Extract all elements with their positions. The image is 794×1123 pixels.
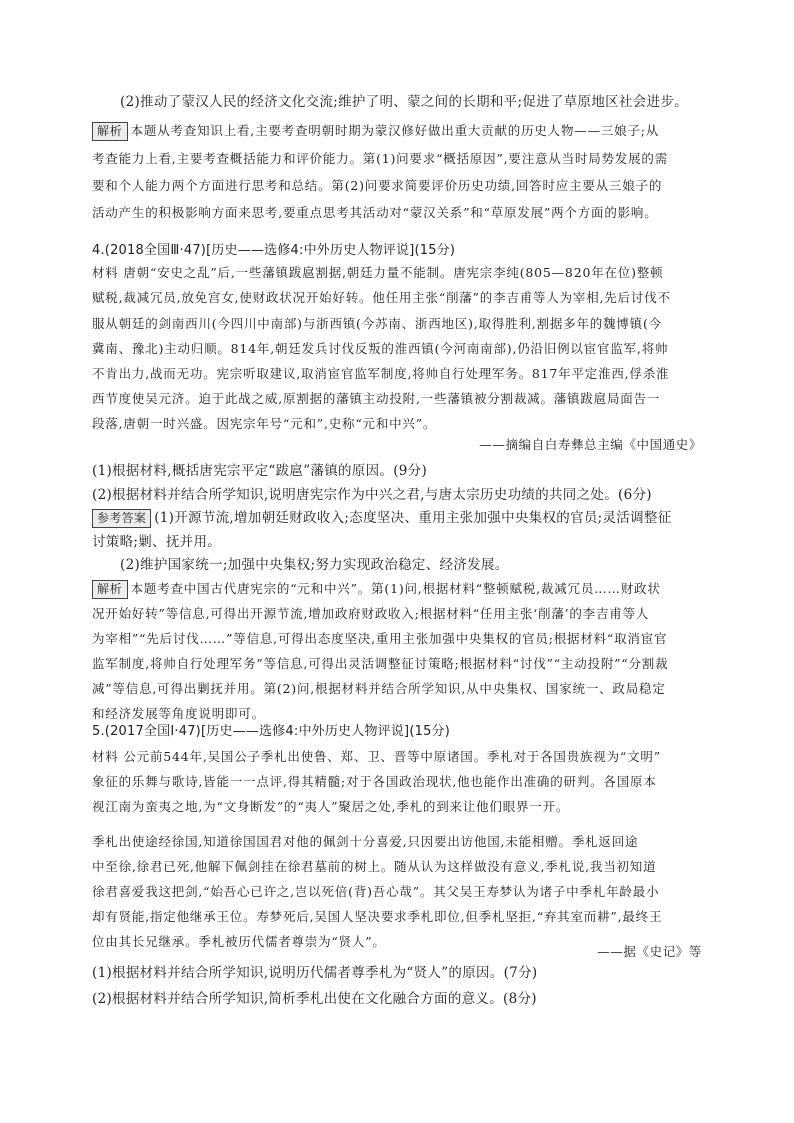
material-line: 中至徐,徐君已死,他解下佩剑挂在徐君墓前的树上。随从认为这样做没有意义,季札说,我当初知道 <box>92 859 657 874</box>
source-citation: ——摘编自白寿彝总主编《中国通史》 <box>479 437 702 452</box>
material-line: 服从朝廷的剑南西川(今四川中南部)与浙西镇(今苏南、浙西地区),取得胜利,割据多年的魏博镇(今 <box>92 316 662 331</box>
material-line: 西节度使吴元济。迫于此战之威,原割据的藩镇主动投附,一些藩镇被分割裁减。藩镇跋扈局面告一 <box>92 391 661 406</box>
analysis-line: 减”等信息,可得出剿抚并用。第(2)问,根据材料并结合所学知识,从中央集权、国家统一、政局稳定 <box>92 681 666 696</box>
question-item: (1)根据材料并结合所学知识,说明历代儒者尊季札为“贤人”的原因。(7分) <box>92 965 538 981</box>
material-line: 季札出使途经徐国,知道徐国国君对他的佩剑十分喜爱,只因要出访他国,未能相赠。季札返回途 <box>92 834 639 849</box>
analysis-line: 况开始好转”等信息,可得出开源节流,增加政府财政收入;根据材料“任用主张‘削藩’的李吉甫等人 <box>92 606 650 621</box>
reference-answer-label: 参考答案 <box>92 509 151 528</box>
analysis-line: 和经济发展等角度说明即可。 <box>92 706 265 721</box>
answer-paragraph: (2)推动了蒙汉人民的经济文化交流;维护了明、蒙之间的长期和平;促进了草原地区社会进步。 <box>120 94 688 110</box>
source-citation: ——据《史记》等 <box>597 944 702 959</box>
analysis-line: 要和个人能力两个方面进行思考和总结。第(2)问要求简要评价历史功绩,回答时应主要从三娘子的 <box>92 178 663 193</box>
question-heading: 5.(2017全国Ⅰ·47)[历史——选修4:中外历史人物评说](15分) <box>92 724 451 739</box>
material-line: 徐君喜爱我这把剑,“始吾心已许之,岂以死倍(背)吾心哉”。其父吴王寿梦认为诸子中季札年龄最小 <box>92 884 660 899</box>
analysis-line: 解析 本题考查中国古代唐宪宗的“元和中兴”。第(1)问,根据材料“整顿赋税,裁减冗员……财政状 <box>92 579 661 599</box>
material-line: 材料 公元前544年,吴国公子季札出使鲁、郑、卫、晋等中原诸国。季札对于各国贵族视为“文明” <box>92 749 661 764</box>
material-line: 位由其长兄继承。季札被历代儒者尊崇为“贤人”。 <box>92 934 386 949</box>
material-line: 却有贤能,指定他继承王位。寿梦死后,吴国人坚决要求季札即位,但季札坚拒,“弃其室而耕”,最终王 <box>92 909 663 924</box>
material-line: 视江南为蛮夷之地,为“文身断发”的“夷人”聚居之处,季札的到来让他们眼界一开。 <box>92 799 570 814</box>
question-item: (2)根据材料并结合所学知识,简析季札出使在文化融合方面的意义。(8分) <box>92 991 537 1007</box>
question-heading: 4.(2018全国Ⅲ·47)[历史——选修4:中外历史人物评说](15分) <box>92 243 456 258</box>
material-line: 材料 唐朝“安史之乱”后,一些藩镇跋扈割据,朝廷力量不能制。唐宪宗李纯(805—820年在位)整顿 <box>92 265 664 280</box>
material-line: 段落,唐朝一时兴盛。因宪宗年号“元和”,史称“元和中兴”。 <box>92 416 437 431</box>
question-item: (2)根据材料并结合所学知识,说明唐宪宗作为中兴之君,与唐太宗历史功绩的共同之处。(6分) <box>92 487 652 503</box>
analysis-line: 为宰相”“先后讨伐……”等信息,可得出态度坚决,重用主张加强中央集权的官员;根据材料“取消宦官 <box>92 631 668 646</box>
material-line: 冀南、豫北)主动归顺。814年,朝廷发兵讨伐反叛的淮西镇(今河南南部),仍沿旧例以宦官监军,将帅 <box>92 341 669 356</box>
analysis-line: 活动产生的积极影响方面来思考,要重点思考其活动对“蒙汉关系”和“草原发展”两个方面的影响。 <box>92 205 658 220</box>
answer-line: 参考答案 (1)开源节流,增加朝廷财政收入;态度坚决、重用主张加强中央集权的官员;灵活调整征 <box>92 508 672 528</box>
answer-line: 讨策略;剿、抚并用。 <box>92 534 222 550</box>
question-item: (1)根据材料,概括唐宪宗平定“跋扈”藩镇的原因。(9分) <box>92 463 428 479</box>
analysis-line: 考查能力上看,主要考查概括能力和评价能力。第(1)问要求“概括原因”,要注意从当时局势发展的需 <box>92 151 669 166</box>
material-line: 不肯出力,战而无功。宪宗听取建议,取消宦官监军制度,将帅自行处理军务。817年平定淮西,俘杀淮 <box>92 366 670 381</box>
material-line: 象征的乐舞与歌诗,皆能一一点评,得其精髓;对于各国政治现状,他也能作出准确的研判。各国原本 <box>92 774 657 789</box>
analysis-label: 解析 <box>92 580 128 599</box>
analysis-line: 监军制度,将帅自行处理军务”等信息,可得出灵活调整征讨策略;根据材料“讨伐”“主动投附”“分割裁 <box>92 656 669 671</box>
analysis-label: 解析 <box>92 122 128 141</box>
analysis-line: 解析 本题从考查知识上看,主要考查明朝时期为蒙汉修好做出重大贡献的历史人物——三娘子;从 <box>92 121 659 141</box>
material-line: 赋税,裁减冗员,放免宫女,使财政状况开始好转。他任用主张“削藩”的李吉甫等人为宰相,先后讨伐不 <box>92 290 671 305</box>
answer-line: (2)维护国家统一;加强中央集权;努力实现政治稳定、经济发展。 <box>120 557 509 573</box>
